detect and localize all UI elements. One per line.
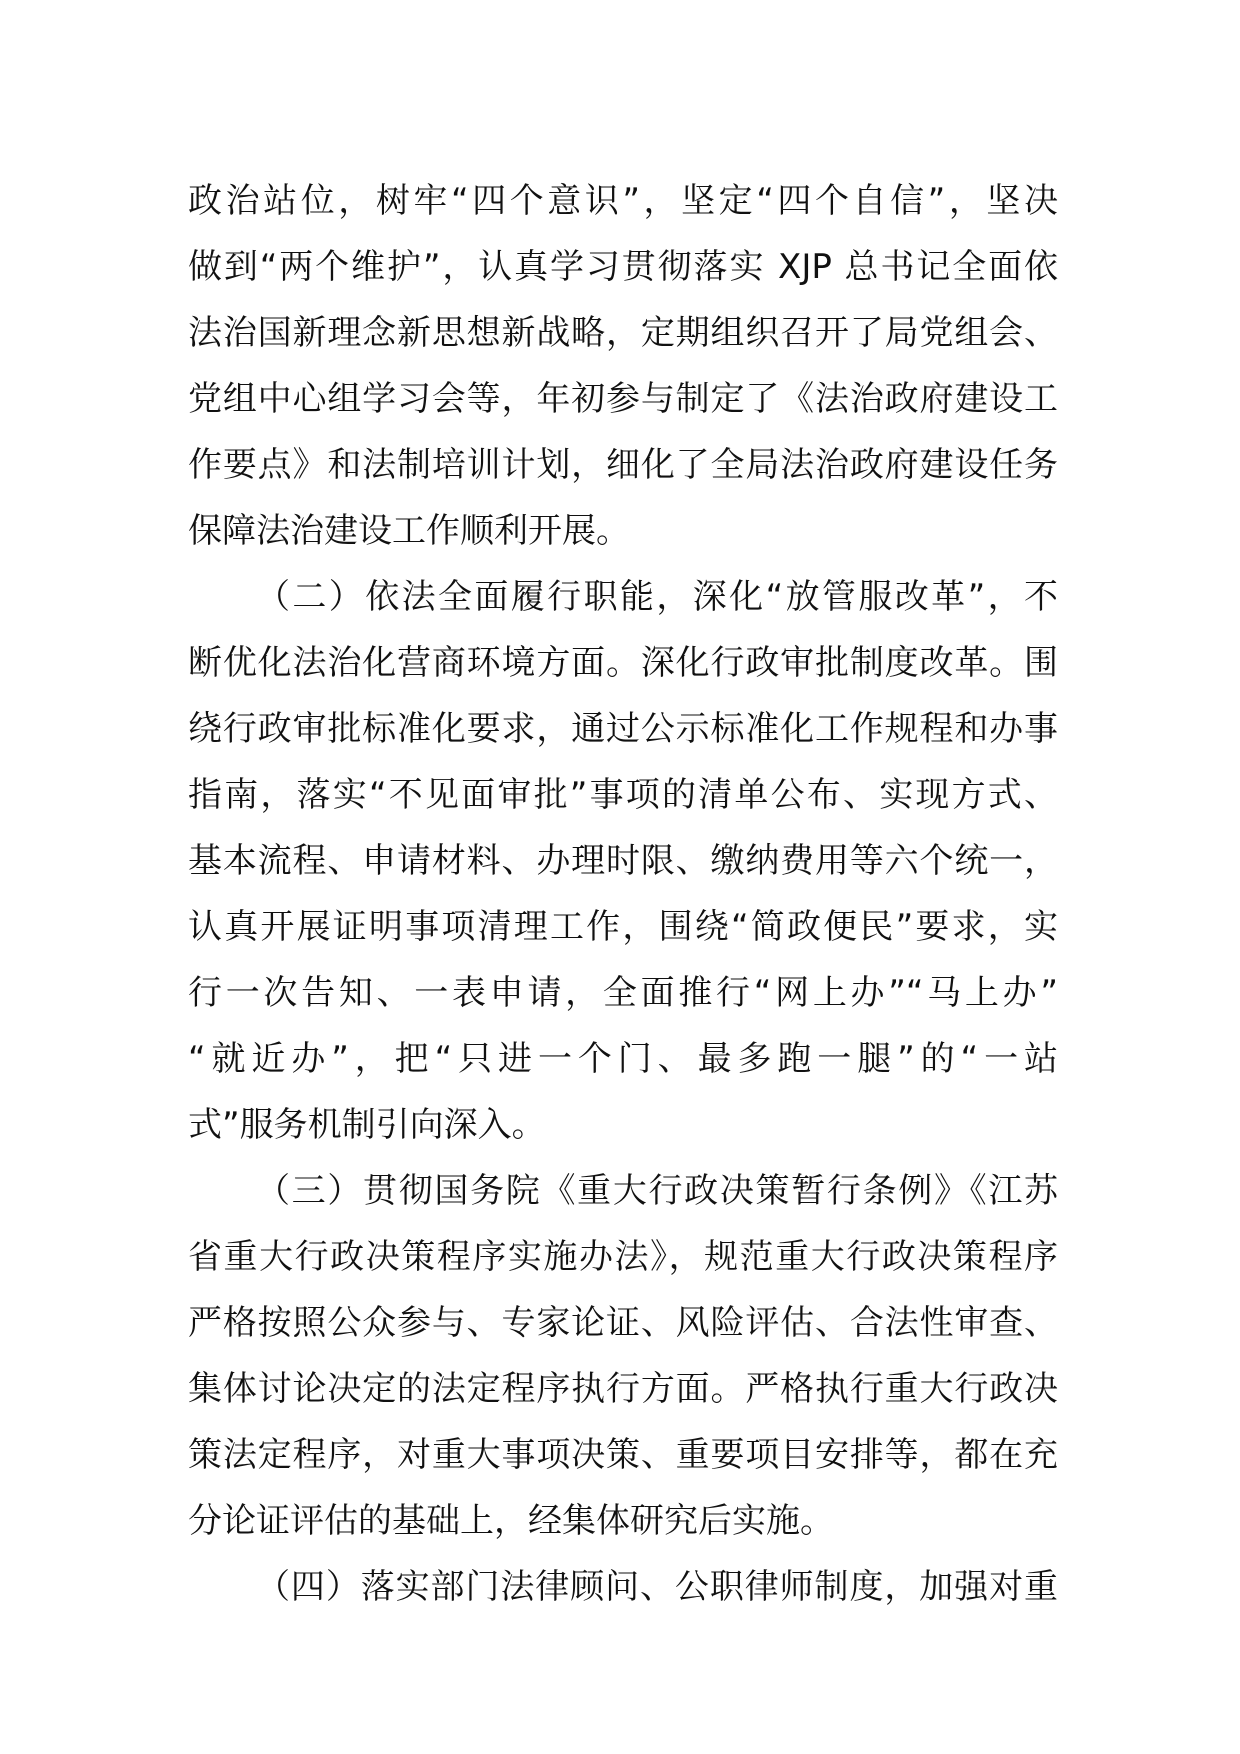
paragraph-section-three <box>188 1158 1058 1554</box>
text-line: 绕行政审批标准化要求，通过公示标准化工作规程和办事 <box>188 709 1058 749</box>
text-line: （二）依法全面履行职能，深化“放管服改革”，不 <box>256 577 1058 617</box>
text-line: 式”服务机制引向深入。 <box>188 1105 546 1145</box>
text-line: 分论证评估的基础上，经集体研究后实施。 <box>188 1501 834 1541</box>
text-line: 集体讨论决定的法定程序执行方面。严格执行重大行政决 <box>188 1369 1058 1409</box>
text-line: 政治站位，树牢“四个意识”，坚定“四个自信”，坚决 <box>188 181 1058 221</box>
text-line: “就近办”，把“只进一个门、最多跑一腿”的“一站 <box>188 1039 1058 1079</box>
text-line: 基本流程、申请材料、办理时限、缴纳费用等六个统一， <box>188 841 1058 881</box>
text-line: 作要点》和法制培训计划，细化了全局法治政府建设任务 <box>188 445 1058 485</box>
paragraph-section-two <box>188 564 1058 1158</box>
text-line: （四）落实部门法律顾问、公职律师制度，加强对重 <box>256 1567 1058 1607</box>
text-line: 认真开展证明事项清理工作，围绕“简政便民”要求，实 <box>188 907 1058 947</box>
text-line: （三）贯彻国务院《重大行政决策暂行条例》《江苏 <box>256 1171 1058 1211</box>
text-line: 做到“两个维护”，认真学习贯彻落实 XJP 总书记全面依 <box>188 247 1058 287</box>
text-line: 保障法治建设工作顺利开展。 <box>188 511 630 551</box>
document-body <box>188 168 1058 1620</box>
text-line: 省重大行政决策程序实施办法》，规范重大行政决策程序 <box>188 1237 1058 1277</box>
paragraph-political-stance <box>188 168 1058 564</box>
text-line: 断优化法治化营商环境方面。深化行政审批制度改革。围 <box>188 643 1058 683</box>
text-line: 行一次告知、一表申请，全面推行“网上办”“马上办” <box>188 973 1058 1013</box>
text-line: 党组中心组学习会等，年初参与制定了《法治政府建设工 <box>188 379 1058 419</box>
text-line: 指南，落实“不见面审批”事项的清单公布、实现方式、 <box>188 775 1058 815</box>
text-line: 严格按照公众参与、专家论证、风险评估、合法性审查、 <box>188 1303 1058 1343</box>
paragraph-section-four <box>188 1554 1058 1620</box>
text-line: 法治国新理念新思想新战略，定期组织召开了局党组会、 <box>188 313 1058 353</box>
text-line: 策法定程序，对重大事项决策、重要项目安排等，都在充 <box>188 1435 1058 1475</box>
